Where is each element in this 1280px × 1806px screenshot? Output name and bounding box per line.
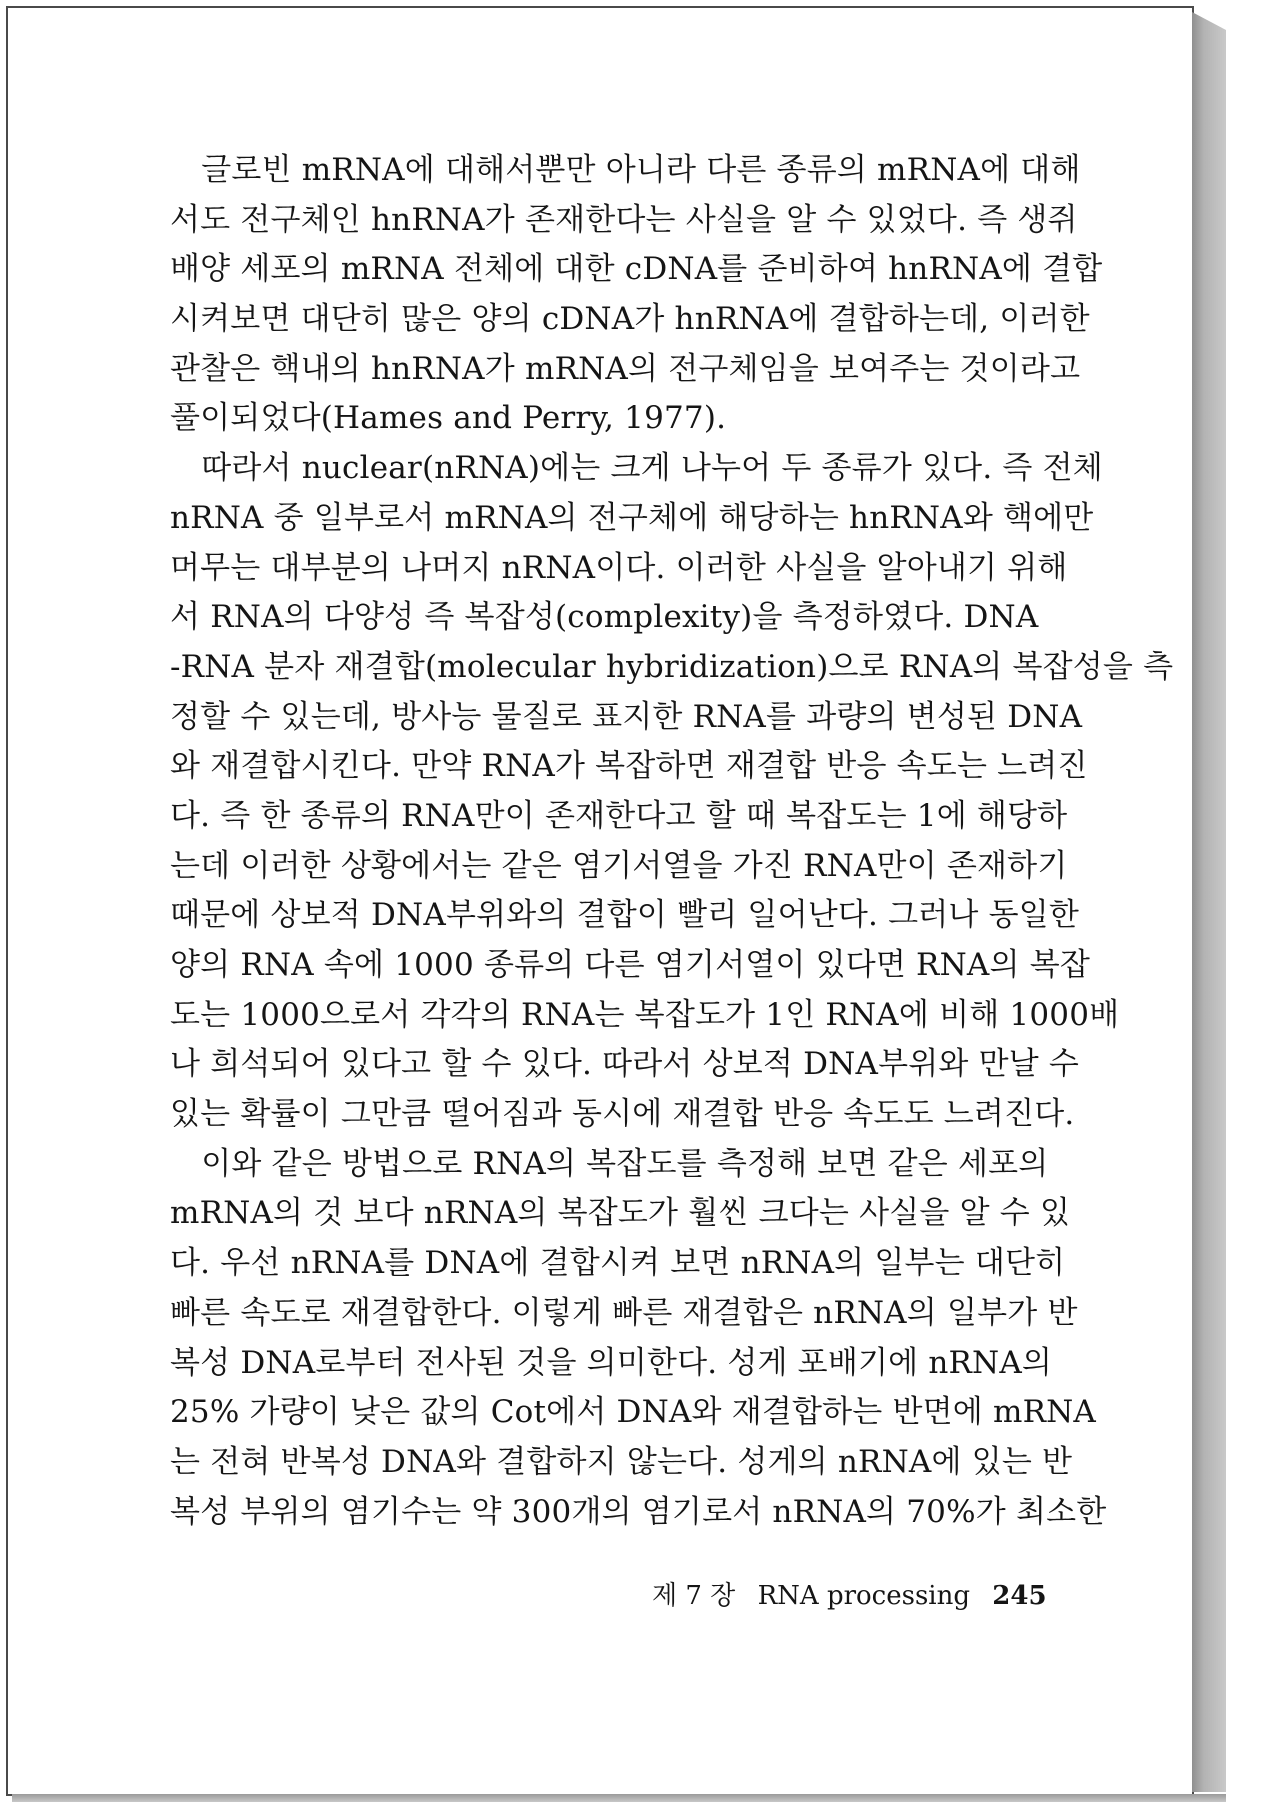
body-text [170,146,1174,1537]
text-line: 때문에 상보적 DNA부위와의 결합이 빨리 일어난다. 그러나 동일한 [170,897,1080,934]
text-line: 풀이되었다(Hames and Perry, 1977). [170,400,727,437]
text-line: 배양 세포의 mRNA 전체에 대한 cDNA를 준비하여 hnRNA에 결합 [170,251,1103,288]
chapter-label: 제 7 장 [652,1581,736,1611]
text-line: 이와 같은 방법으로 RNA의 복잡도를 측정해 보면 같은 세포의 [170,1145,1049,1182]
text-line: 다. 우선 nRNA를 DNA에 결합시켜 보면 nRNA의 일부는 대단히 [170,1245,1066,1282]
text-line: 25% 가량이 낮은 값의 Cot에서 DNA와 재결합하는 반면에 mRNA [170,1394,1097,1431]
text-line: nRNA 중 일부로서 mRNA의 전구체에 해당하는 hnRNA와 핵에만 [170,499,1094,536]
page-footer [652,1576,1047,1616]
text-line: 정할 수 있는데, 방사능 물질로 표지한 RNA를 과량의 변성된 DNA [170,698,1083,735]
text-line: 관찰은 핵내의 hnRNA가 mRNA의 전구체임을 보여주는 것이라고 [170,350,1081,387]
text-line: 는데 이러한 상황에서는 같은 염기서열을 가진 RNA만이 존재하기 [170,847,1068,884]
text-line: 도는 1000으로서 각각의 RNA는 복잡도가 1인 RNA에 비해 1000배 [170,996,1120,1033]
page-bottom-shadow [12,1794,1226,1802]
text-line: 복성 부위의 염기수는 약 300개의 염기로서 nRNA의 70%가 최소한 [170,1493,1107,1530]
text-line: 시켜보면 대단히 많은 양의 cDNA가 hnRNA에 결합하는데, 이러한 [170,301,1090,338]
page-stack-edge [1192,12,1226,1792]
text-line: 머무는 대부분의 나머지 nRNA이다. 이러한 사실을 알아내기 위해 [170,549,1068,586]
text-line: 다. 즉 한 종류의 RNA만이 존재한다고 할 때 복잡도는 1에 해당하 [170,797,1068,834]
text-line: -RNA 분자 재결합(molecular hybridization)으로 RNA의 복잡성을 측 [170,648,1174,685]
text-line: 와 재결합시킨다. 만약 RNA가 복잡하면 재결합 반응 속도는 느려진 [170,748,1088,785]
text-line: 따라서 nuclear(nRNA)에는 크게 나누어 두 종류가 있다. 즉 전체 [170,450,1103,487]
text-line: mRNA의 것 보다 nRNA의 복잡도가 훨씬 크다는 사실을 알 수 있 [170,1195,1071,1232]
text-line: 빠른 속도로 재결합한다. 이렇게 빠른 재결합은 nRNA의 일부가 반 [170,1294,1078,1331]
text-line: 서도 전구체인 hnRNA가 존재한다는 사실을 알 수 있었다. 즉 생쥐 [170,201,1078,238]
page-number: 245 [992,1581,1047,1611]
text-line: 글로빈 mRNA에 대해서뿐만 아니라 다른 종류의 mRNA에 대해 [170,152,1081,188]
text-line: 는 전혀 반복성 DNA와 결합하지 않는다. 성게의 nRNA에 있는 반 [170,1443,1073,1480]
text-line: 나 희석되어 있다고 할 수 있다. 따라서 상보적 DNA부위와 만날 수 [170,1046,1080,1083]
chapter-title: RNA processing [757,1581,971,1611]
text-line: 복성 DNA로부터 전사된 것을 의미한다. 성게 포배기에 nRNA의 [170,1344,1053,1381]
text-line: 있는 확률이 그만큼 떨어짐과 동시에 재결합 반응 속도도 느려진다. [170,1096,1075,1133]
text-line: 서 RNA의 다양성 즉 복잡성(complexity)을 측정하였다. DNA [170,599,1039,636]
text-line: 양의 RNA 속에 1000 종류의 다른 염기서열이 있다면 RNA의 복잡 [170,947,1091,983]
